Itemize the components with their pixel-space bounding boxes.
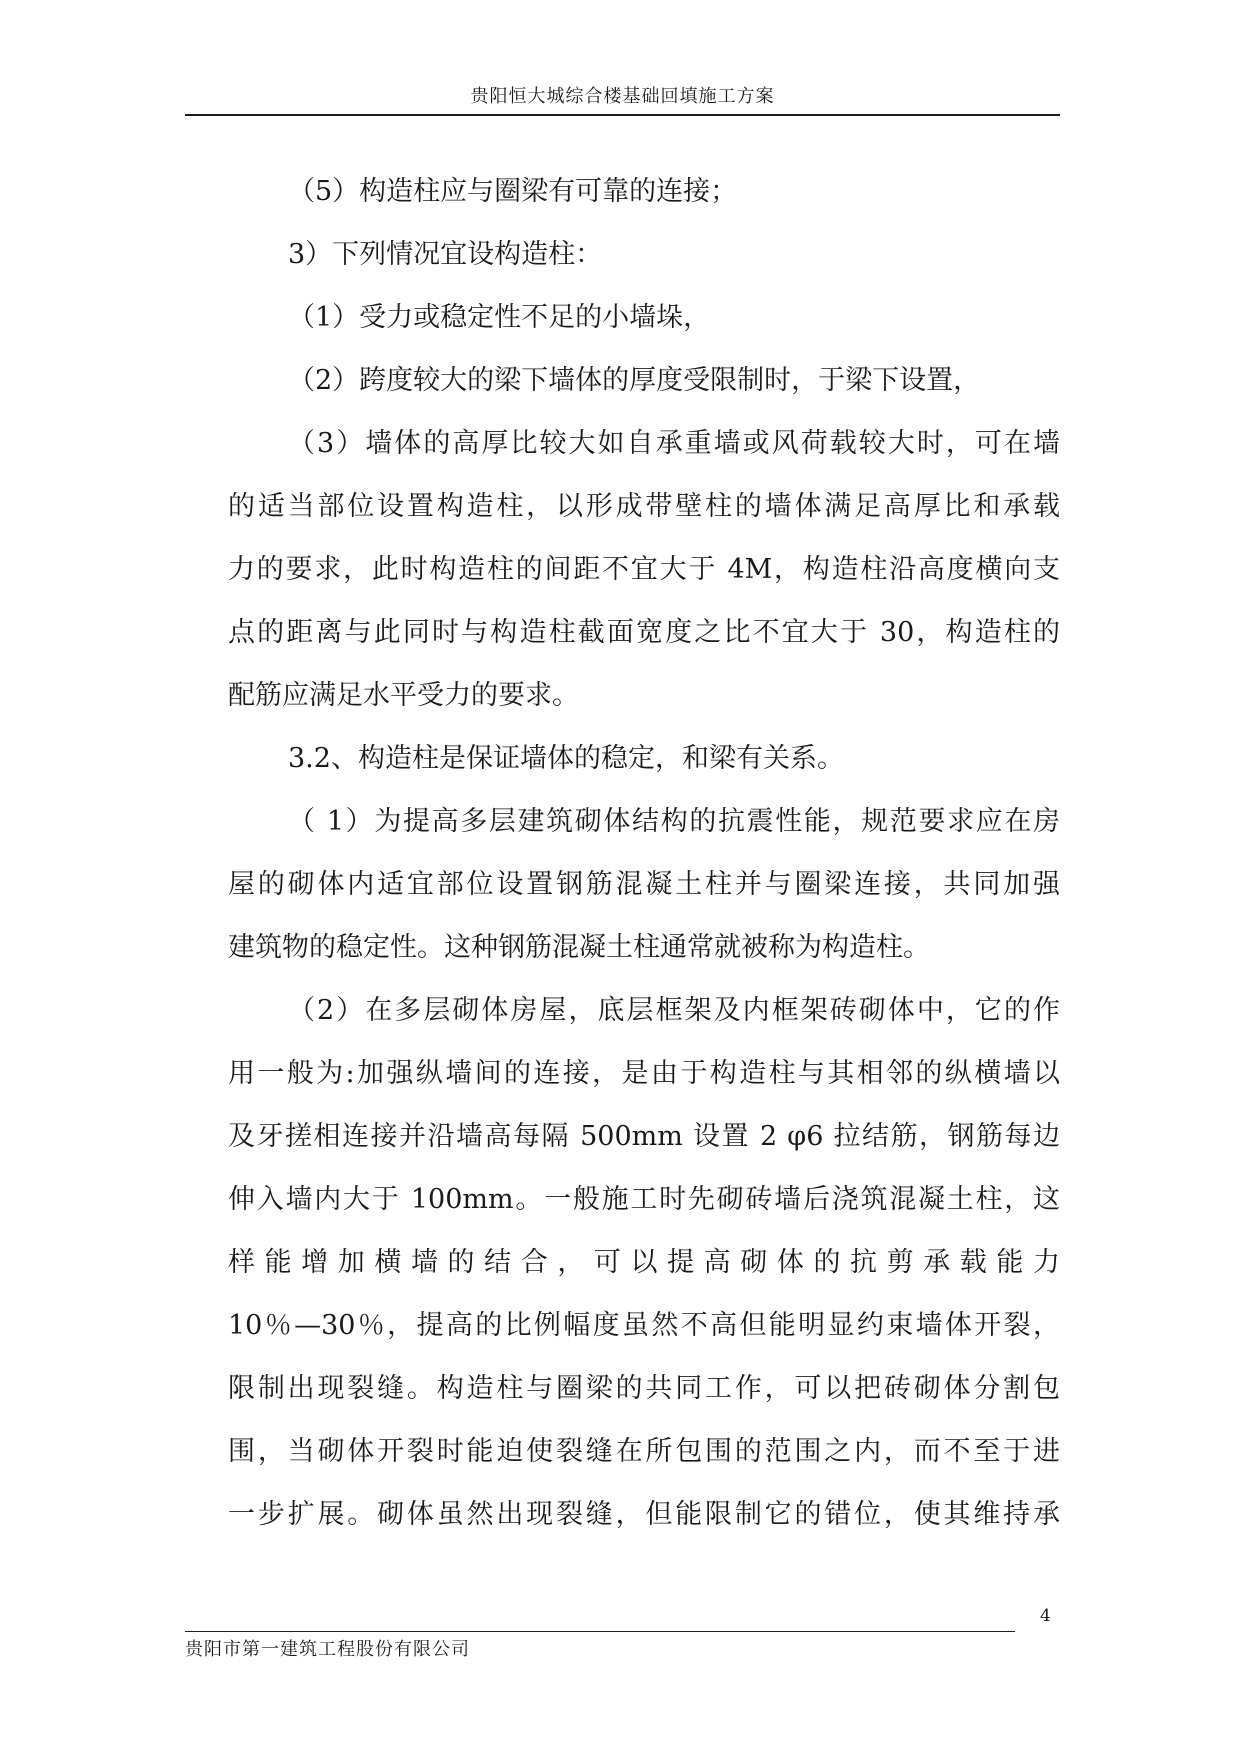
text-line: 用一般为:加强纵墙间的连接，是由于构造柱与其相邻的纵横墙以 xyxy=(228,1058,1060,1089)
text-line: 配筋应满足水平受力的要求。 xyxy=(228,680,579,711)
page-header-title: 贵阳恒大城综合楼基础回填施工方案 xyxy=(470,86,775,107)
footer-company-name: 贵阳市第一建筑工程股份有限公司 xyxy=(185,1639,470,1660)
text-line: 限制出现裂缝。构造柱与圈梁的共同工作，可以把砖砌体分割包 xyxy=(228,1373,1060,1404)
page-number: 4 xyxy=(1040,1606,1051,1626)
text-line: 伸入墙内大于 100mm。一般施工时先砌砖墙后浇筑混凝土柱，这 xyxy=(228,1184,1060,1215)
footer-divider xyxy=(185,1631,1015,1632)
text-line: 的适当部位设置构造柱，以形成带壁柱的墙体满足高厚比和承载 xyxy=(228,491,1060,522)
text-line: 3）下列情况宜设构造柱： xyxy=(288,239,603,270)
text-line: （1）受力或稳定性不足的小墙垛， xyxy=(288,302,711,333)
text-line: （2）在多层砌体房屋，底层框架及内框架砖砌体中，它的作 xyxy=(288,995,1060,1026)
document-body xyxy=(228,160,1060,1546)
text-line: 样 能 增 加 横 墙 的 结 合 ， 可 以 提 高 砌 体 的 抗 剪 承 载 能 力 xyxy=(228,1247,1060,1278)
text-line: （3）墙体的高厚比较大如自承重墙或风荷载较大时，可在墙 xyxy=(288,428,1060,459)
text-line: 点的距离与此同时与构造柱截面宽度之比不宜大于 30，构造柱的 xyxy=(228,617,1060,648)
text-line: 建筑物的稳定性。这种钢筋混凝土柱通常就被称为构造柱。 xyxy=(228,932,930,963)
text-line: 围，当砌体开裂时能迫使裂缝在所包围的范围之内，而不至于进 xyxy=(228,1436,1060,1467)
text-line: 10％—30％，提高的比例幅度虽然不高但能明显约束墙体开裂， xyxy=(228,1310,1060,1341)
text-line: 屋的砌体内适宜部位设置钢筋混凝土柱并与圈梁连接，共同加强 xyxy=(228,869,1060,900)
header-divider xyxy=(185,114,1060,116)
text-line: 一步扩展。砌体虽然出现裂缝，但能限制它的错位，使其维持承 xyxy=(228,1499,1060,1530)
text-line: （5）构造柱应与圈梁有可靠的连接； xyxy=(288,176,738,207)
text-line: 力的要求，此时构造柱的间距不宜大于 4M，构造柱沿高度横向支 xyxy=(228,554,1060,585)
text-line: 3.2、构造柱是保证墙体的稳定，和梁有关系。 xyxy=(288,743,844,774)
text-line: （ 1）为提高多层建筑砌体结构的抗震性能，规范要求应在房 xyxy=(288,806,1060,837)
text-line: （2）跨度较大的梁下墙体的厚度受限制时，于梁下设置， xyxy=(288,365,981,396)
text-line: 及牙搓相连接并沿墙高每隔 500mm 设置 2 φ6 拉结筋，钢筋每边 xyxy=(228,1121,1060,1152)
